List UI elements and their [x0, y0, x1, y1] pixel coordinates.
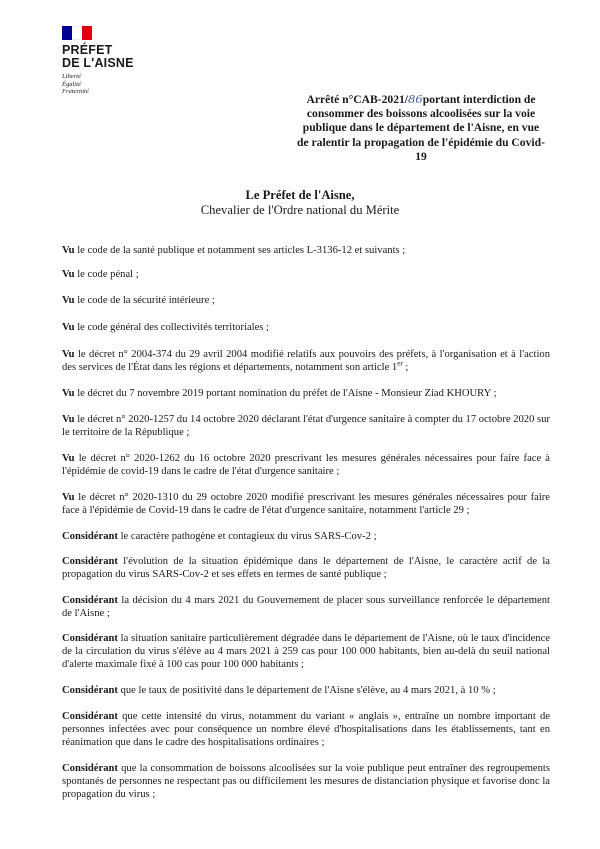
- paragraph-2: [62, 268, 550, 281]
- motto-fraternite: Fraternité: [62, 88, 89, 95]
- paragraph-keyword: Considérant: [62, 556, 118, 567]
- paragraph-keyword: Vu: [62, 269, 75, 280]
- paragraph-9: [62, 491, 550, 517]
- paragraph-text: que la consommation de boissons alcoolisées sur la voie publique peut entraîner des regroupements spontanés de personnes ne respectant pas ou difficilement les mesures de distanciation physique et favorise donc la propagation du virus ;: [62, 763, 550, 800]
- motto-egalite: Égalité: [62, 80, 81, 88]
- paragraph-12: [62, 594, 550, 620]
- paragraph-5: [62, 348, 550, 374]
- paragraph-text: le code pénal ;: [74, 269, 139, 280]
- paragraph-4: [62, 321, 550, 334]
- paragraph-text: que le taux de positivité dans le département de l'Aisne s'élève, au 4 mars 2021, à 10 % ;: [117, 685, 496, 696]
- prefect-line2: Chevalier de l'Ordre national du Mérite: [200, 203, 400, 217]
- paragraph-text: la décision du 4 mars 2021 du Gouvernement de placer sous surveillance renforcée le département de l'Aisne ;: [62, 595, 550, 619]
- handwritten-number: 86: [408, 92, 423, 106]
- title-rest: consommer des boissons alcoolisées sur la voie publique dans le département de l'Aisne, en vue de ralentir la propagation de l'épidémie du Covid-19: [297, 107, 545, 163]
- paragraph-keyword: Considérant: [62, 685, 118, 696]
- paragraph-text: la situation sanitaire particulièrement dégradée dans le département de l'Aisne, où le taux d'incidence de la circulation du virus s'élève au 4 mars 2021 à 259 cas pour 100 000 habitants, bien au-delà du seuil national d'alerte maximale fixé à 100 cas pour 100 000 habitants ;: [62, 633, 550, 670]
- paragraph-10: [62, 530, 550, 543]
- paragraph-text: le décret n° 2020-1310 du 29 octobre 2020 modifié prescrivant les mesures générales nécessaires pour faire face à l'épidémie de Covid-19 dans le cadre de l'état d'urgence sanitaire, notamment l'article 29 ;: [62, 492, 550, 516]
- paragraph-text: que cette intensité du virus, notamment du variant « anglais », entraîne un nombre important de personnes infectées avec pour conséquence un nombre élevé d'hospitalisations dans les établissements, tant en réanimation que dans le cadre des hospitalisations ordinaires ;: [62, 711, 550, 748]
- title-line1: Arrêté n°CAB-2021/: [306, 93, 409, 106]
- decree-title: [296, 92, 546, 164]
- paragraph-text: le code de la santé publique et notamment ses articles L-3136-12 et suivants ;: [74, 245, 406, 256]
- paragraph-13: [62, 632, 550, 671]
- paragraph-text: le code général des collectivités territoriales ;: [74, 322, 270, 333]
- paragraph-text: le caractère pathogène et contagieux du virus SARS-Cov-2 ;: [117, 531, 377, 542]
- paragraph-keyword: Vu: [62, 295, 75, 306]
- prefect-line1: Le Préfet de l'Aisne,: [245, 188, 355, 202]
- title-line1-end: portant interdiction de: [422, 93, 536, 106]
- paragraph-text: le décret n° 2020-1257 du 14 octobre 2020 déclarant l'état d'urgence sanitaire à compter du 17 octobre 2020 sur le territoire de la République ;: [62, 414, 550, 438]
- paragraph-keyword: Vu: [62, 349, 75, 360]
- paragraph-text: le code de la sécurité intérieure ;: [74, 295, 215, 306]
- logo-name-line2: DE L'AISNE: [62, 56, 134, 70]
- logo-name: [62, 44, 134, 70]
- paragraph-text: le décret du 7 novembre 2019 portant nomination du préfet de l'Aisne - Monsieur Ziad KHOURY ;: [74, 388, 497, 399]
- paragraph-text: le décret n° 2020-1262 du 16 octobre 2020 prescrivant les mesures générales nécessaires pour faire face à l'épidémie de covid-19 dans le cadre de l'état d'urgence sanitaire ;: [62, 453, 550, 477]
- paragraph-keyword: Vu: [62, 245, 75, 256]
- paragraph-keyword: Considérant: [62, 711, 118, 722]
- paragraph-6: [62, 387, 550, 400]
- logo-name-line1: PRÉFET: [62, 43, 113, 57]
- paragraph-text: le décret n° 2004-374 du 29 avril 2004 modifié relatifs aux pouvoirs des préfets, à l'organisation et à l'action des services de l'État dans les régions et départements, notamment son article 1: [62, 349, 550, 373]
- paragraph-7: [62, 413, 550, 439]
- prefecture-logo: [62, 26, 134, 96]
- paragraph-keyword: Vu: [62, 453, 75, 464]
- paragraph-keyword: Vu: [62, 322, 75, 333]
- paragraph-keyword: Considérant: [62, 595, 118, 606]
- paragraph-keyword: Vu: [62, 414, 75, 425]
- paragraph-text: l'évolution de la situation épidémique dans le département de l'Aisne, le caractère actif de la propagation du virus SARS-Cov-2 et ses effets en termes de santé publique ;: [62, 556, 550, 580]
- paragraph-keyword: Considérant: [62, 531, 118, 542]
- logo-motto: [62, 73, 134, 96]
- paragraph-1: [62, 244, 550, 257]
- paragraph-3: [62, 294, 550, 307]
- paragraph-14: [62, 684, 550, 697]
- paragraph-16: [62, 762, 550, 801]
- paragraph-keyword: Considérant: [62, 633, 118, 644]
- paragraph-11: [62, 555, 550, 581]
- paragraph-15: [62, 710, 550, 749]
- motto-liberte: Liberté: [62, 73, 81, 80]
- paragraph-keyword: Vu: [62, 388, 75, 399]
- paragraph-keyword: Considérant: [62, 763, 118, 774]
- paragraph-sup: er: [397, 359, 403, 368]
- paragraph-after: ;: [402, 362, 409, 373]
- paragraph-keyword: Vu: [62, 492, 75, 503]
- prefect-heading: [0, 188, 600, 218]
- french-flag-icon: [62, 26, 92, 40]
- paragraph-8: [62, 452, 550, 478]
